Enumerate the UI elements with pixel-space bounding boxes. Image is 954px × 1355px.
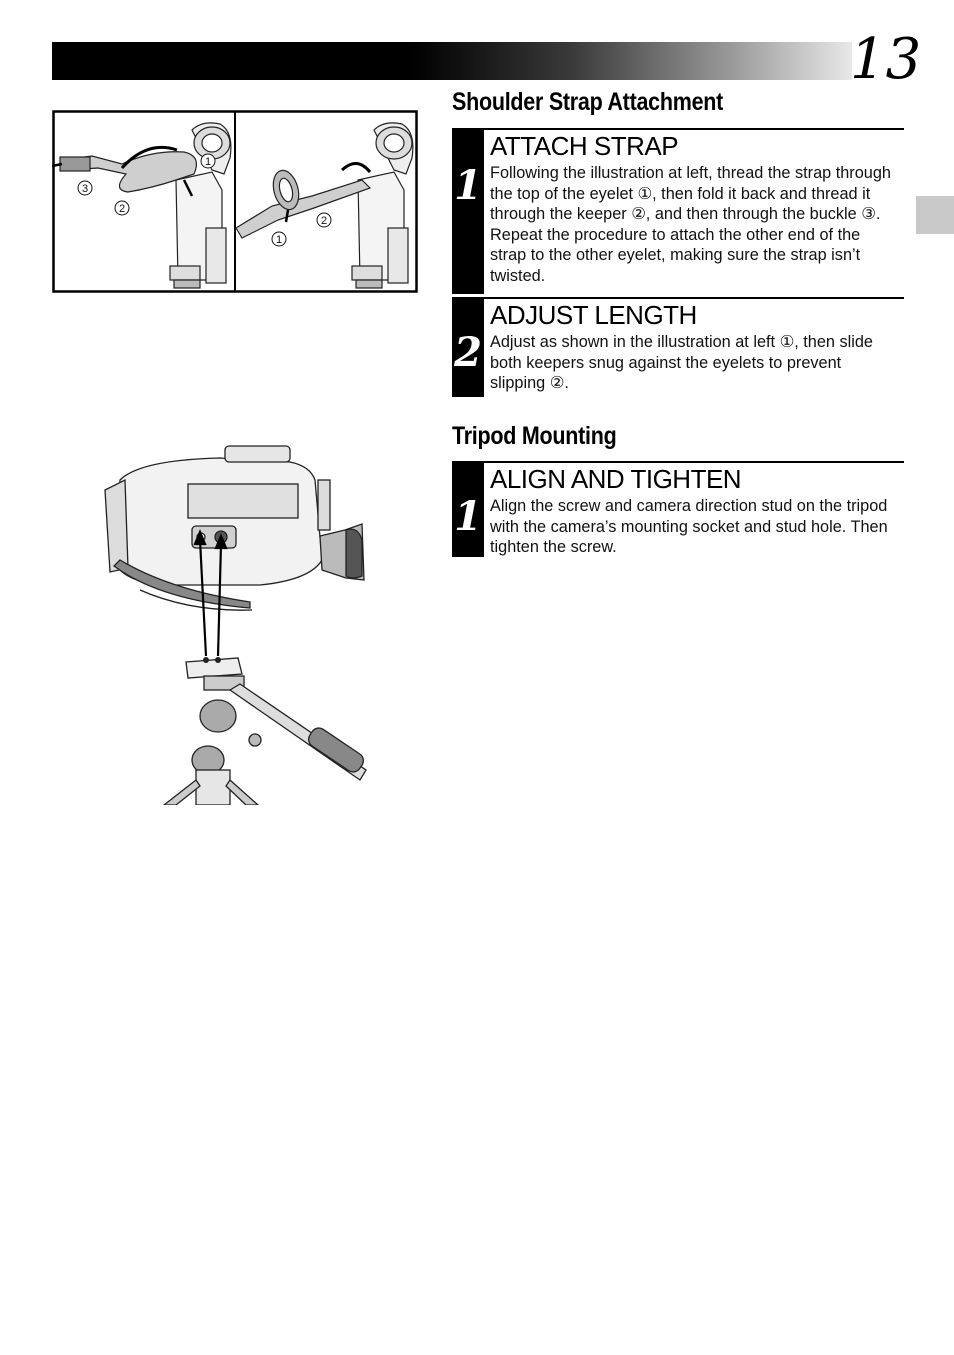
step-body: Following the illustration at left, thread the strap through the top of the eyelet ①, then fold it back and thread it through the keeper ②, and then through the buckle ③. Repeat the procedure to attach the other end of the strap to the other eyelet, making sure the strap isn’t twisted.	[490, 164, 891, 285]
step-attach-strap	[452, 128, 904, 294]
step-rule	[484, 128, 904, 130]
step-adjust-length	[452, 297, 904, 397]
strap-label-right-1: 1	[275, 234, 283, 246]
step-number-block	[452, 297, 484, 397]
strap-label-left-1: 1	[204, 156, 212, 168]
section-title-tripod-mounting: Tripod Mounting	[452, 422, 617, 450]
tripod-mounting-illustration	[100, 440, 370, 805]
step-align-and-tighten	[452, 461, 904, 557]
step-body: Align the screw and camera direction stud on the tripod with the camera’s mounting socket and stud hole. Then tighten the screw.	[490, 497, 888, 557]
step-number-block	[452, 461, 484, 557]
step-number: 1	[454, 162, 482, 209]
page-number: 13	[850, 27, 922, 92]
step-rule	[484, 297, 904, 299]
strap-label-left-3: 3	[81, 183, 89, 195]
step-heading: ATTACH STRAP	[490, 131, 679, 161]
step-number-block	[452, 128, 484, 294]
step-number: 2	[454, 329, 482, 376]
header-bar	[52, 42, 852, 80]
strap-label-right-2: 2	[320, 215, 328, 227]
step-heading: ALIGN AND TIGHTEN	[490, 464, 742, 494]
step-rule	[484, 461, 904, 463]
step-heading: ADJUST LENGTH	[490, 300, 697, 330]
step-body: Adjust as shown in the illustration at left ①, then slide both keepers snug against the eyelets to prevent slipping ②.	[490, 333, 873, 393]
strap-label-left-2: 2	[118, 203, 126, 215]
step-number: 1	[454, 493, 482, 540]
section-title-shoulder-strap: Shoulder Strap Attachment	[452, 88, 724, 116]
strap-attachment-illustration	[52, 110, 418, 293]
section-tab	[916, 196, 954, 234]
